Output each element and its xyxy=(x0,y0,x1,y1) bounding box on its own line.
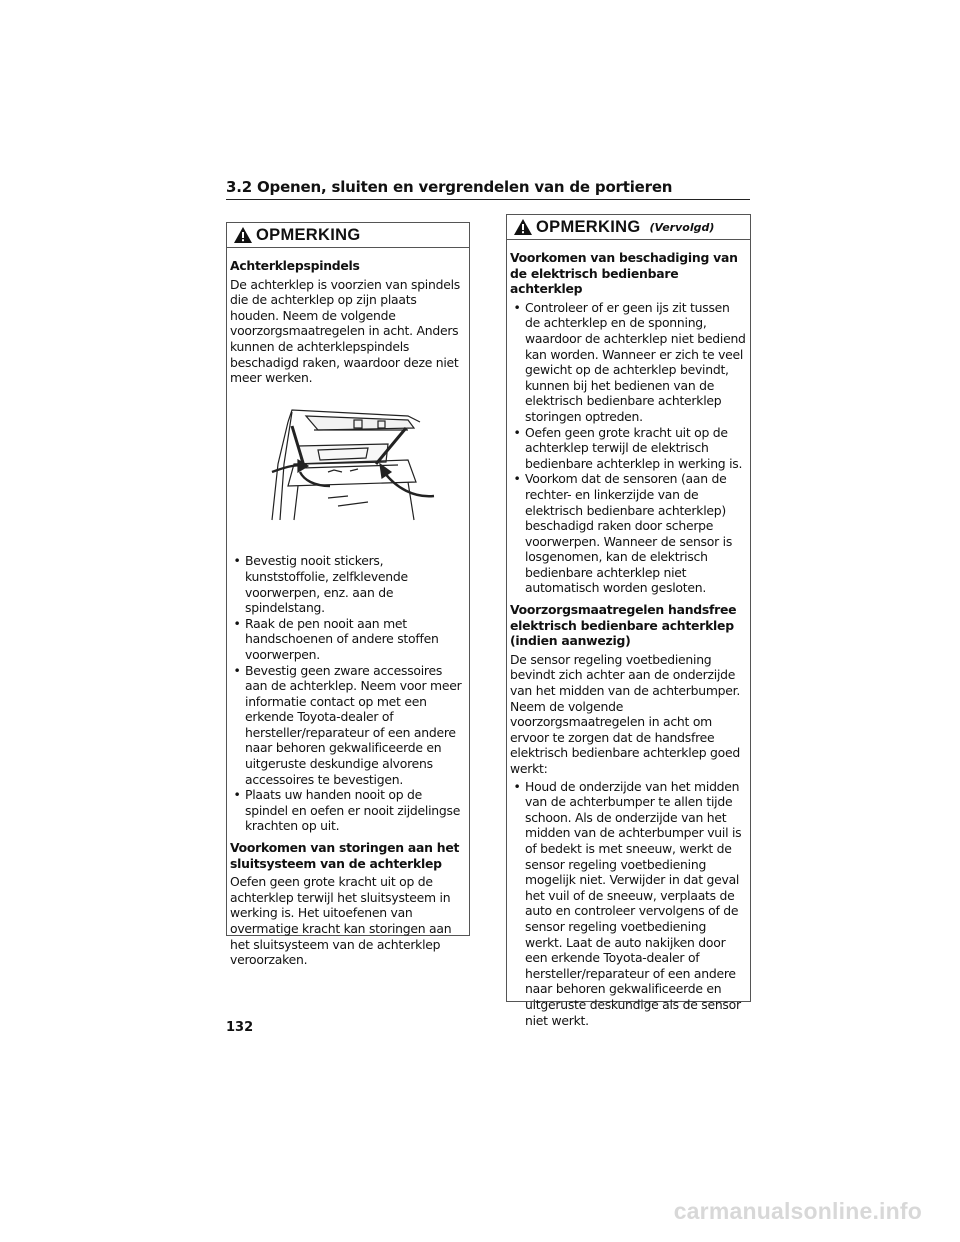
list-item: • Voorkom dat de sensoren (aan de rechter- en linkerzijde van de elektrisch bedienbare achterklep) beschadigd raken door scherpe voorwerpen. Wanneer de sensor is losgenomen, kan de elektrisch bedienbare achterklep niet automatisch worden gesloten. xyxy=(513,471,733,596)
bullet-list-power-tailgate xyxy=(510,300,746,596)
list-item: • Bevestig nooit stickers, kunststoffolie, zelfklevende voorwerpen, enz. aan de spindelstang. xyxy=(233,553,408,616)
notice-title: OPMERKING xyxy=(256,225,361,244)
page-number: 132 xyxy=(226,1020,254,1035)
list-item: • Raak de pen nooit aan met handschoenen of andere stoffen voorwerpen. xyxy=(233,615,439,662)
bullet-list-handsfree xyxy=(510,779,746,1029)
list-item: • Houd de onderzijde van het midden van de achterbumper te allen tijde schoon. Als de onderzijde van het midden van de achterbumper vuil is of bedekt is met sneeuw, werkt de sensor regeling voetbediening mogelijk niet. Verwijder in dat geval het vuil of de sneeuw, verplaats de auto en controleer vervolgens of de sensor regeling voetbediening werkt. Laat de auto nakijken door een erkende Toyota-dealer of hersteller/reparateur of een andere naar behoren gekwalificeerde en uitgeruste deskundige als de sensor niet werkt. xyxy=(513,778,742,1028)
warning-triangle-icon xyxy=(513,218,533,236)
lock-system-paragraph: Oefen geen grote kracht uit op de achterklep terwijl het sluitsysteem in werking is. Het uitoefenen van overmatige kracht kan storingen aan het sluitsysteem van de achterklep veroorzaken. xyxy=(230,874,452,968)
section-header: 3.2 Openen, sluiten en vergrendelen van de portieren xyxy=(226,178,750,200)
list-item: • Controleer of er geen ijs zit tussen de achterklep en de sponning, waardoor de achterklep niet bediend kan worden. Wanneer er zich te veel gewicht op de achterklep bevindt, kunnen bij het bedienen van de elektrisch bedienbare achterklep storingen optreden. xyxy=(513,299,746,424)
subheading-power-tailgate-damage: Voorkomen van beschadiging van de elektrisch bedienbare achterklep xyxy=(510,250,738,297)
tailgate-spindle-illustration xyxy=(258,402,438,532)
handsfree-paragraph: De sensor regeling voetbediening bevindt zich achter aan de onderzijde van het midden van de achterbumper. Neem de volgende voorzorgsmaatregelen in acht om ervoor te zorgen dat de handsfree elektrisch bedienbare achterklep goed werkt: xyxy=(510,651,741,776)
list-item: • Bevestig geen zware accessoires aan de achterklep. Neem voor meer informatie contact op met een erkende Toyota-dealer of hersteller/reparateur of een andere naar behoren gekwalificeerde en uitgeruste deskundige alvorens accessoires te bevestigen. xyxy=(233,662,462,787)
subheading-handsfree: Voorzorgsmaatregelen handsfree elektrisch bedienbare achterklep (indien aanwezig) xyxy=(510,602,737,649)
notice-box-right xyxy=(506,214,751,1028)
list-item: • Plaats uw handen nooit op de spindel en oefen er nooit zijdelingse krachten op uit. xyxy=(233,787,461,834)
continued-label: (Vervolgd) xyxy=(649,220,715,234)
notice-box-left xyxy=(226,222,470,968)
watermark: carmanualsonline.info xyxy=(673,1198,922,1224)
notice-header xyxy=(227,223,469,248)
bullet-list-spindles xyxy=(230,553,465,834)
subheading-spindles: Achterklepspindels xyxy=(230,258,360,273)
notice-header xyxy=(507,215,750,240)
subheading-lock-system: Voorkomen van storingen aan het sluitsysteem van de achterklep xyxy=(230,840,460,871)
notice-title: OPMERKING xyxy=(536,217,641,236)
warning-triangle-icon xyxy=(233,226,253,244)
list-item: • Oefen geen grote kracht uit op de achterklep terwijl de elektrisch bedienbare achterklep in werking is. xyxy=(513,424,743,471)
intro-paragraph: De achterklep is voorzien van spindels die de achterklep op zijn plaats houden. Neem de volgende voorzorgsmaatregelen in acht. Anders kunnen de achterklepspindels beschadigd raken, waardoor deze niet meer werken. xyxy=(230,276,460,386)
